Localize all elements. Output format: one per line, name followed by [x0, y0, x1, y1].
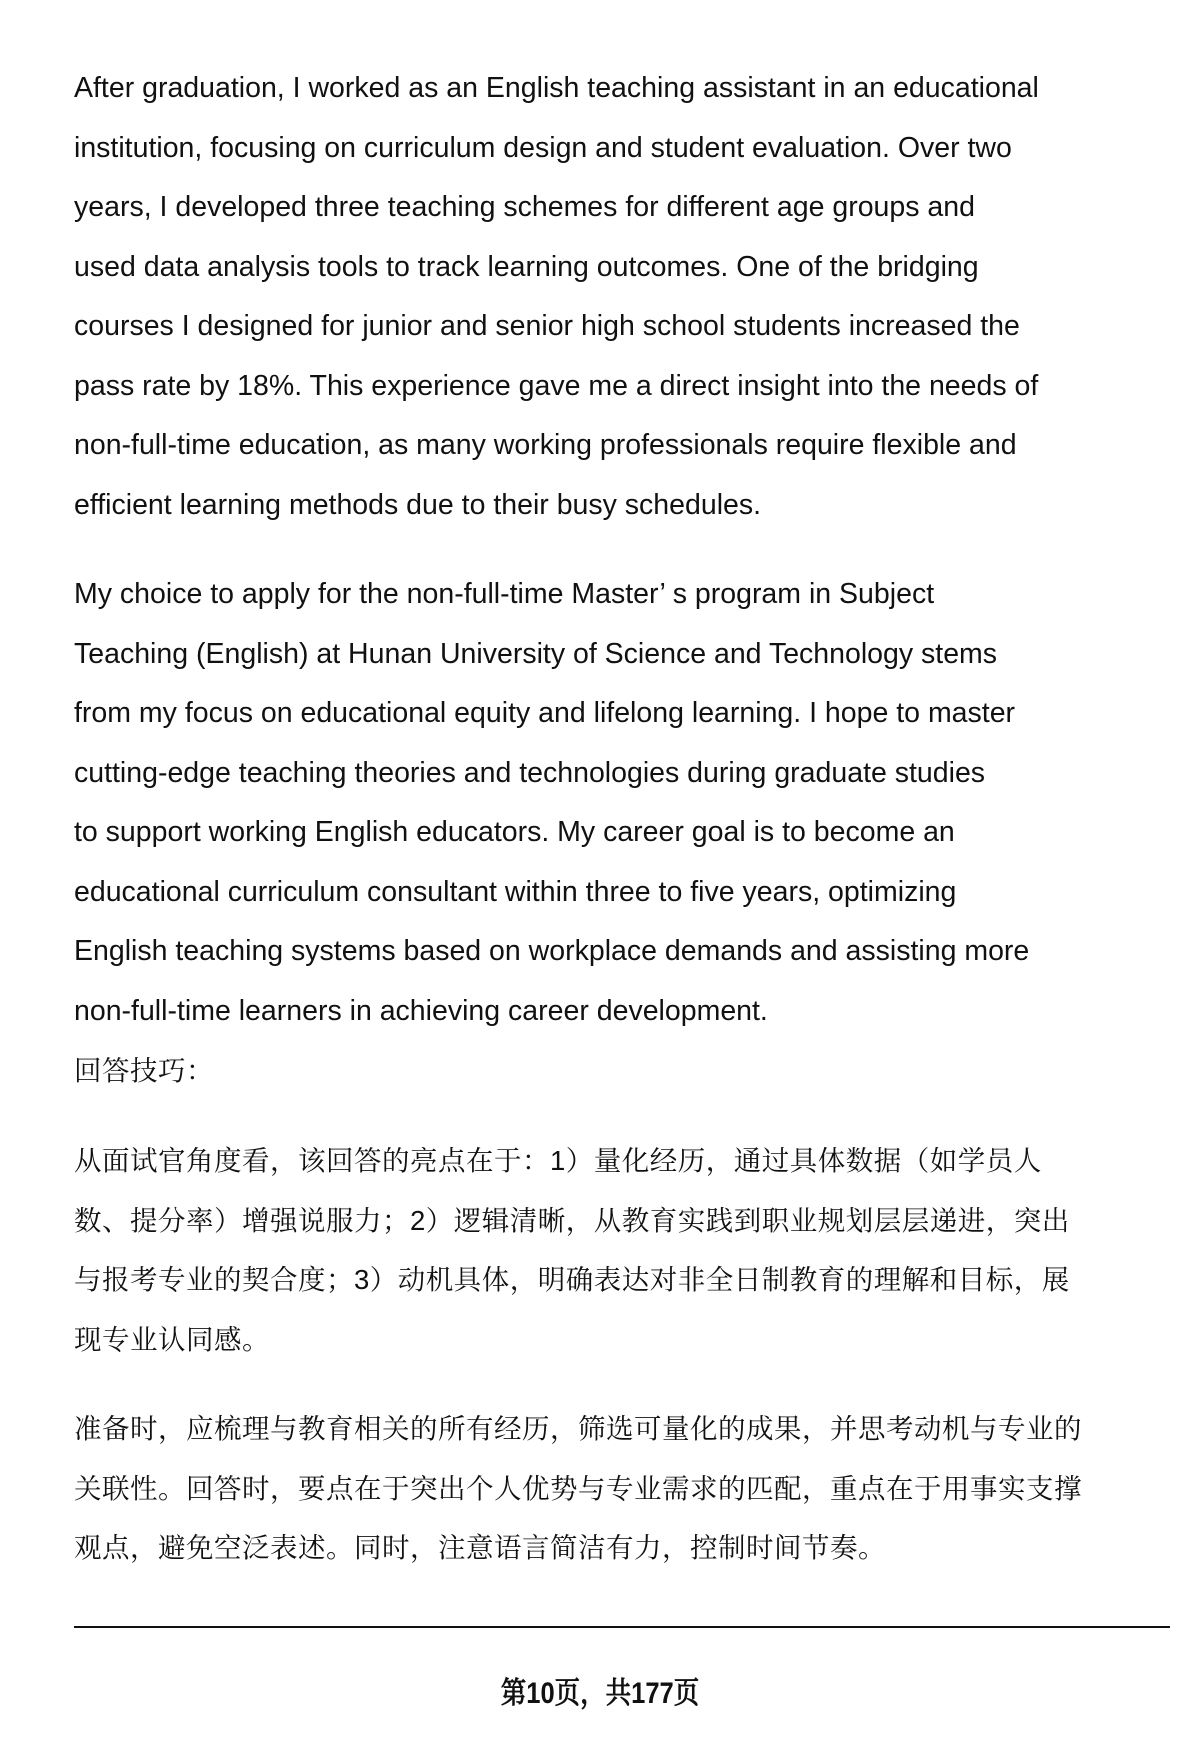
paragraph-work-experience [74, 59, 1164, 535]
text-line: non-full-time education, as many working professionals require flexible and [74, 429, 1017, 461]
text-line: to support working English educators. My career goal is to become an [74, 816, 955, 848]
text-line: English teaching systems based on workplace demands and assisting more [74, 935, 1030, 967]
text-line: 与报考专业的契合度；3）动机具体，明确表达对非全日制教育的理解和目标，展 [74, 1264, 1070, 1295]
text-line: Teaching (English) at Hunan University of Science and Technology stems [74, 637, 998, 670]
footer-divider [74, 1626, 1170, 1628]
text-line: 从面试官角度看，该回答的亮点在于：1）量化经历，通过具体数据（如学员人 [74, 1145, 1042, 1176]
text-line: efficient learning methods due to their busy schedules. [74, 488, 762, 521]
text-line: courses I designed for junior and senior high school students increased the [74, 310, 1020, 342]
text-line: 准备时，应梳理与教育相关的所有经历，筛选可量化的成果，并思考动机与专业的 [74, 1413, 1082, 1444]
text-line: 关联性。回答时，要点在于突出个人优势与专业需求的匹配，重点在于用事实支撑 [74, 1472, 1082, 1504]
text-line: years, I developed three teaching schemes for different age groups and [74, 191, 975, 223]
text-line: My choice to apply for the non-full-time Master’ s program in Subject [74, 578, 935, 610]
text-line: After graduation, I worked as an English teaching assistant in an educational [74, 72, 1039, 104]
text-line: cutting-edge teaching theories and technologies during graduate studies [74, 756, 986, 789]
paragraph-tips-preparation [74, 1399, 1164, 1578]
page-number: 第10页，共177页 [500, 1677, 700, 1710]
text-line: institution, focusing on curriculum design and student evaluation. Over two [74, 131, 1012, 164]
paragraph-tips-highlights [74, 1131, 1164, 1369]
text-line: 观点，避免空泛表述。同时，注意语言简洁有力，控制时间节奏。 [74, 1532, 886, 1563]
text-line: pass rate by 18%. This experience gave me a direct insight into the needs of [74, 369, 1039, 402]
tips-heading-block [74, 1041, 1164, 1101]
tips-heading: 回答技巧： [74, 1055, 214, 1086]
text-line: from my focus on educational equity and lifelong learning. I hope to master [74, 697, 1016, 729]
text-line: 数、提分率）增强说服力；2）逻辑清晰，从教育实践到职业规划层层递进，突出 [74, 1204, 1070, 1236]
text-line: used data analysis tools to track learning outcomes. One of the bridging [74, 250, 979, 283]
text-line: educational curriculum consultant within three to five years, optimizing [74, 875, 957, 908]
paragraph-motivation [74, 565, 1164, 1041]
text-line: 现专业认同感。 [74, 1323, 270, 1355]
text-line: non-full-time learners in achieving career development. [74, 994, 768, 1027]
